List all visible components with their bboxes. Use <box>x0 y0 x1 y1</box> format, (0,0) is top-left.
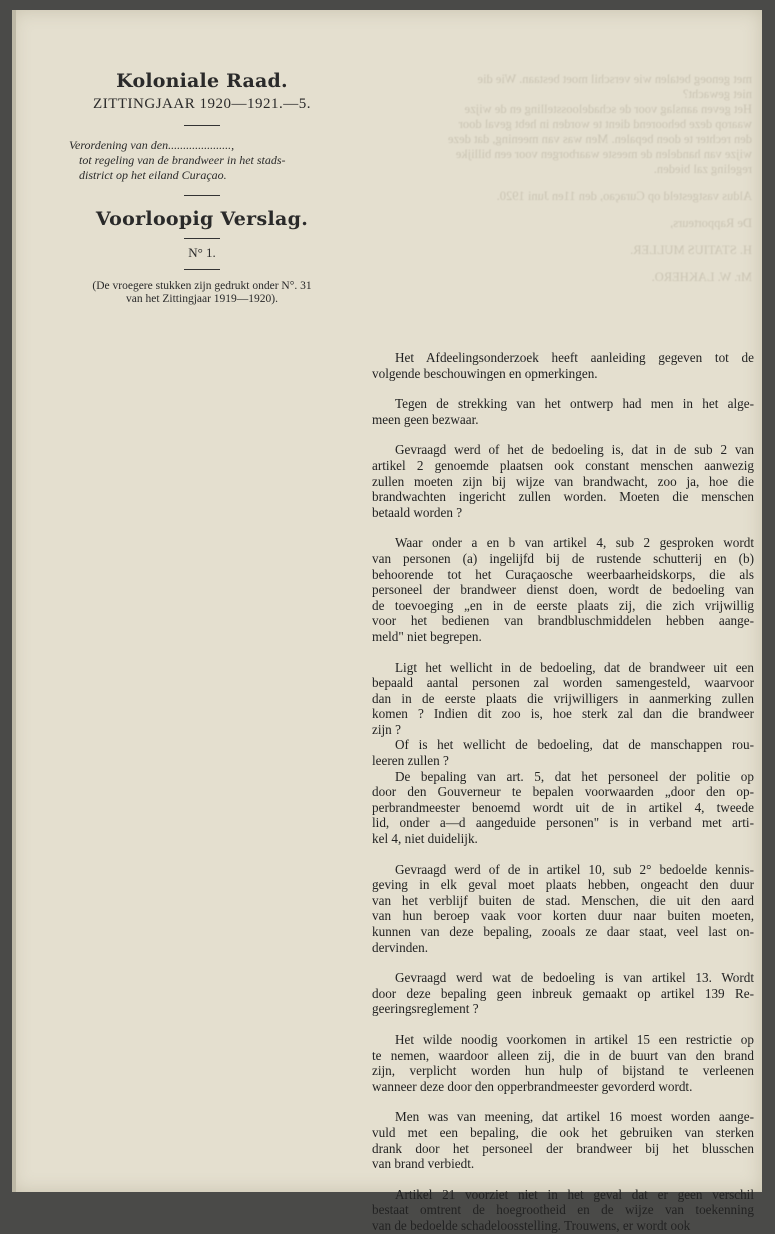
paragraph-line: bestaat omtrent de hoegrootheid en de wijze van toekenning <box>372 1202 754 1218</box>
paragraph-line: Men was van meening, dat artikel 16 moest worden aange- <box>395 1109 754 1125</box>
note-line: van het Zittingjaar 1919—1920). <box>125 293 279 305</box>
paragraph-line: drank door het personeel der brandweer bij het blusschen <box>372 1140 754 1156</box>
paragraph-line: volgende beschouwingen en opmerkingen. <box>372 365 598 381</box>
show-through-line: Aldus vastgesteld op Curaçao, den 11en Juni 1920. <box>496 189 752 203</box>
paragraph-line: Of is het wellicht de bedoeling, dat de manschappen rou- <box>395 737 754 753</box>
body-paragraph <box>372 396 754 427</box>
report-number: N° 1. <box>188 245 216 260</box>
document-page <box>12 10 762 1233</box>
report-title: Voorloopig Verslag. <box>95 208 309 230</box>
show-through-line: wijze van handelen de meeste waarborgen voor een billijke <box>455 147 752 161</box>
body-paragraph <box>372 862 754 956</box>
paragraph-line: kunnen van deze bepaling, zooals ze daar staat, veel last on- <box>372 924 754 939</box>
show-through-line: met genoeg betalen wie verschil moet bestaan. Wie die <box>477 72 752 86</box>
paragraph-line: meld" niet begrepen. <box>372 628 482 644</box>
show-through-line: Mr. W. LAKHERO. <box>651 270 752 284</box>
note-line: (De vroegere stukken zijn gedrukt onder N°. 31 <box>92 280 312 292</box>
paragraph-line: De bepaling van art. 5, dat het personeel der politie op <box>395 768 754 784</box>
paragraph-line: artikel 2 genoemde plaatsen ook constant menschen aanwezig <box>372 457 754 473</box>
number-rule <box>184 269 220 270</box>
paragraph-line: behoorende tot het Curaçaosche weerbaarheidskorps, die als <box>372 566 754 582</box>
body-paragraph <box>372 1187 754 1234</box>
body-paragraph <box>372 350 754 381</box>
show-through-line: De Rapporteurs, <box>670 216 752 230</box>
paragraph-line: wanneer deze door den opperbrandmeester gevorderd wordt. <box>372 1078 693 1094</box>
paragraph-line: Het Afdeelingsonderzoek heeft aanleiding gegeven tot de <box>395 350 754 365</box>
body-paragraph <box>372 660 754 738</box>
show-through-line: niet gewacht? <box>682 87 752 101</box>
title-rule <box>184 238 220 239</box>
document-header <box>57 70 347 306</box>
body-paragraph <box>372 1109 754 1171</box>
paragraph-line: door den Gouverneur te bepalen voorwaarden „door den op- <box>372 784 754 800</box>
paragraph-line: de toevoeging „en in de eerste plaats zij, die zich vrijwillig <box>372 597 754 613</box>
body-paragraph <box>372 1032 754 1094</box>
paragraph-line: zijn, verplicht worden hun hulp of bijstand te verleenen <box>372 1063 754 1079</box>
paragraph-line: van hun beroep vaak voor korten duur naar buiten moeten, <box>372 908 754 924</box>
header-rule <box>184 125 220 126</box>
paragraph-line: leeren zullen ? <box>372 753 449 769</box>
paragraph-line: geving in elk geval moet plaats hebben, ongeacht den duur <box>372 877 754 893</box>
paragraph-line: van brand verbiedt. <box>372 1156 475 1172</box>
paragraph-line: Gevraagd werd wat de bedoeling is van artikel 13. Wordt <box>395 970 754 986</box>
paragraph-line: van het verblijf buiten de stad. Menschen, die uit den aard <box>372 892 754 908</box>
show-through-line: regeling zal bieden. <box>653 162 752 176</box>
show-through-line: den rechter te doen bepalen. Men was van meening, dat deze <box>447 132 752 146</box>
paragraph-line: dervinden. <box>372 939 429 955</box>
paragraph-line: meen geen bezwaar. <box>372 411 479 427</box>
paragraph-line: komen ? Indien dit zoo is, hoe sterk zal dan die brandweer <box>372 706 754 722</box>
paragraph-line: vuld met een bepaling, die ook het gebruiken van sterken <box>372 1124 754 1140</box>
show-through-line: H. STATIUS MULLER. <box>630 243 752 257</box>
paragraph-line: Het wilde noodig voorkomen in artikel 15 een restrictie op <box>395 1031 754 1047</box>
show-through-line <box>372 231 752 243</box>
paragraph-line: geeringsreglement ? <box>372 1001 479 1017</box>
council-title: Koloniale Raad. <box>116 70 288 92</box>
subject-line: district op het eiland Curaçao. <box>79 168 227 182</box>
paragraph-line: lid, onder a—d aangeduide personen" is in verband met arti- <box>372 815 754 831</box>
subject-rule <box>184 195 220 196</box>
paragraph-line: bepaald aantal personen zal worden samengesteld, waarvoor <box>372 675 754 691</box>
body-paragraph <box>372 442 754 520</box>
show-through-line: Het geven aanslag voor de schadeloosstelling en de wijze <box>464 102 752 116</box>
body-paragraph <box>372 535 754 644</box>
paragraph-line: van de bedoelde schadeloosstelling. Trouwens, er wordt ook <box>372 1217 691 1233</box>
subject-line: Verordening van den....................., <box>69 138 235 152</box>
body-paragraph <box>372 970 754 1017</box>
show-through-line <box>372 204 752 216</box>
paragraph-line: Ligt het wellicht in de bedoeling, dat de brandweer uit een <box>395 659 754 675</box>
show-through-line <box>372 177 752 189</box>
body-paragraph <box>372 737 754 768</box>
paragraph-line: brandwachten ingericht zullen worden. Moeten die menschen <box>372 489 754 505</box>
paragraph-line: Tegen de strekking van het ontwerp had men in het alge- <box>395 396 754 412</box>
session-year: ZITTINGJAAR 1920—1921.—5. <box>93 96 311 112</box>
show-through-line: waarop deze behoorend dient te worden in hebt geval door <box>458 117 752 131</box>
paragraph-line: Artikel 21 voorziet niet in het geval dat er geen verschil <box>395 1186 754 1202</box>
paragraph-line: door deze bepaling geen inbreuk gemaakt op artikel 139 Re- <box>372 985 754 1001</box>
paragraph-line: zijn ? <box>372 721 401 737</box>
subject-line: tot regeling van de brandweer in het stads- <box>79 153 286 167</box>
page-edge <box>12 10 16 1192</box>
show-through-line <box>372 258 752 270</box>
show-through-text <box>372 72 752 285</box>
reference-note <box>57 280 347 306</box>
report-body <box>372 350 754 1234</box>
body-paragraph <box>372 769 754 847</box>
paragraph-line: kel 4, niet duidelijk. <box>372 831 478 847</box>
paragraph-line: betaald worden ? <box>372 504 463 520</box>
paragraph-line: voor het bedienen van brandbluschmiddelen hebben aange- <box>372 613 754 629</box>
paragraph-line: zullen moeten zijn bij wijze van brandwacht, zoo ja, hoe die <box>372 473 754 489</box>
paragraph-line: dan in de eerste plaats die vrijwilligers in aanmerking zullen <box>372 690 754 706</box>
paragraph-line: Gevraagd werd of het de bedoeling is, dat in de sub 2 van <box>395 442 754 458</box>
paragraph-line: Waar onder a en b van artikel 4, sub 2 gesproken wordt <box>395 535 754 551</box>
ordinance-subject <box>57 138 347 183</box>
paragraph-line: Gevraagd werd of de in artikel 10, sub 2° bedoelde kennis- <box>395 861 754 877</box>
paragraph-line: van personen (a) ingelijfd bij de rustende schutterij en (b) <box>372 550 754 566</box>
paragraph-line: personeel der brandweer dienst doen, wordt de bedoeling van <box>372 582 754 598</box>
paragraph-line: te nemen, waardoor alleen zij, die in de buurt van den brand <box>372 1047 754 1063</box>
paragraph-line: perbrandmeester benoemd wordt uit de in artikel 4, tweede <box>372 799 754 815</box>
